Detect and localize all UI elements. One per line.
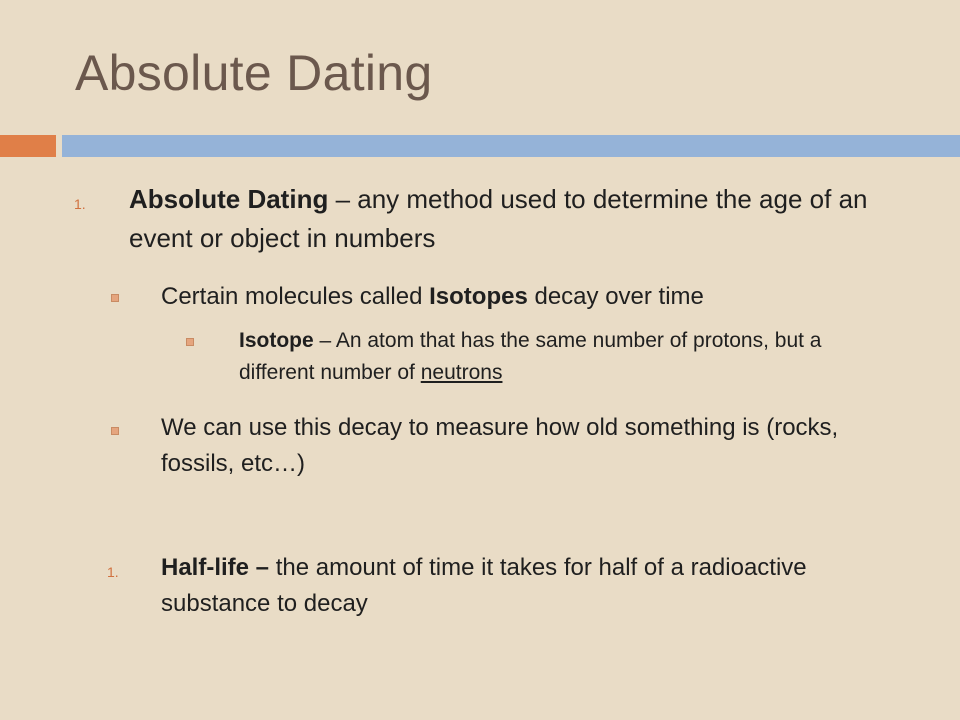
bullet-square-icon: [111, 427, 119, 435]
list-item-absolute-dating: [129, 180, 919, 258]
list-item-decay-measure: We can use this decay to measure how old something is (rocks, fossils, etc…): [161, 414, 839, 477]
term: Isotope: [239, 329, 314, 352]
bullet-square-icon: [111, 294, 119, 302]
list-item-half-life: [161, 550, 901, 622]
list-number: 1.: [107, 564, 119, 580]
term: Isotopes: [429, 283, 528, 310]
list-item-isotope-definition: Isotope – An atom that has the same number of protons, but a different number of neutrons: [239, 329, 822, 384]
slide-title: Absolute Dating: [75, 45, 433, 101]
bullet-square-icon: [186, 338, 194, 346]
list-item-isotopes: Certain molecules called Isotopes decay over time: [161, 283, 704, 310]
term: Half-life –: [161, 554, 276, 581]
definition: the amount of time it takes for half of a radioactive substance to decay: [161, 554, 807, 617]
term: Absolute Dating: [129, 184, 329, 214]
list-number: 1.: [74, 196, 86, 212]
definition: – any method used to determine the age of an event or object in numbers: [129, 184, 868, 253]
underlined-word: neutrons: [420, 360, 503, 384]
